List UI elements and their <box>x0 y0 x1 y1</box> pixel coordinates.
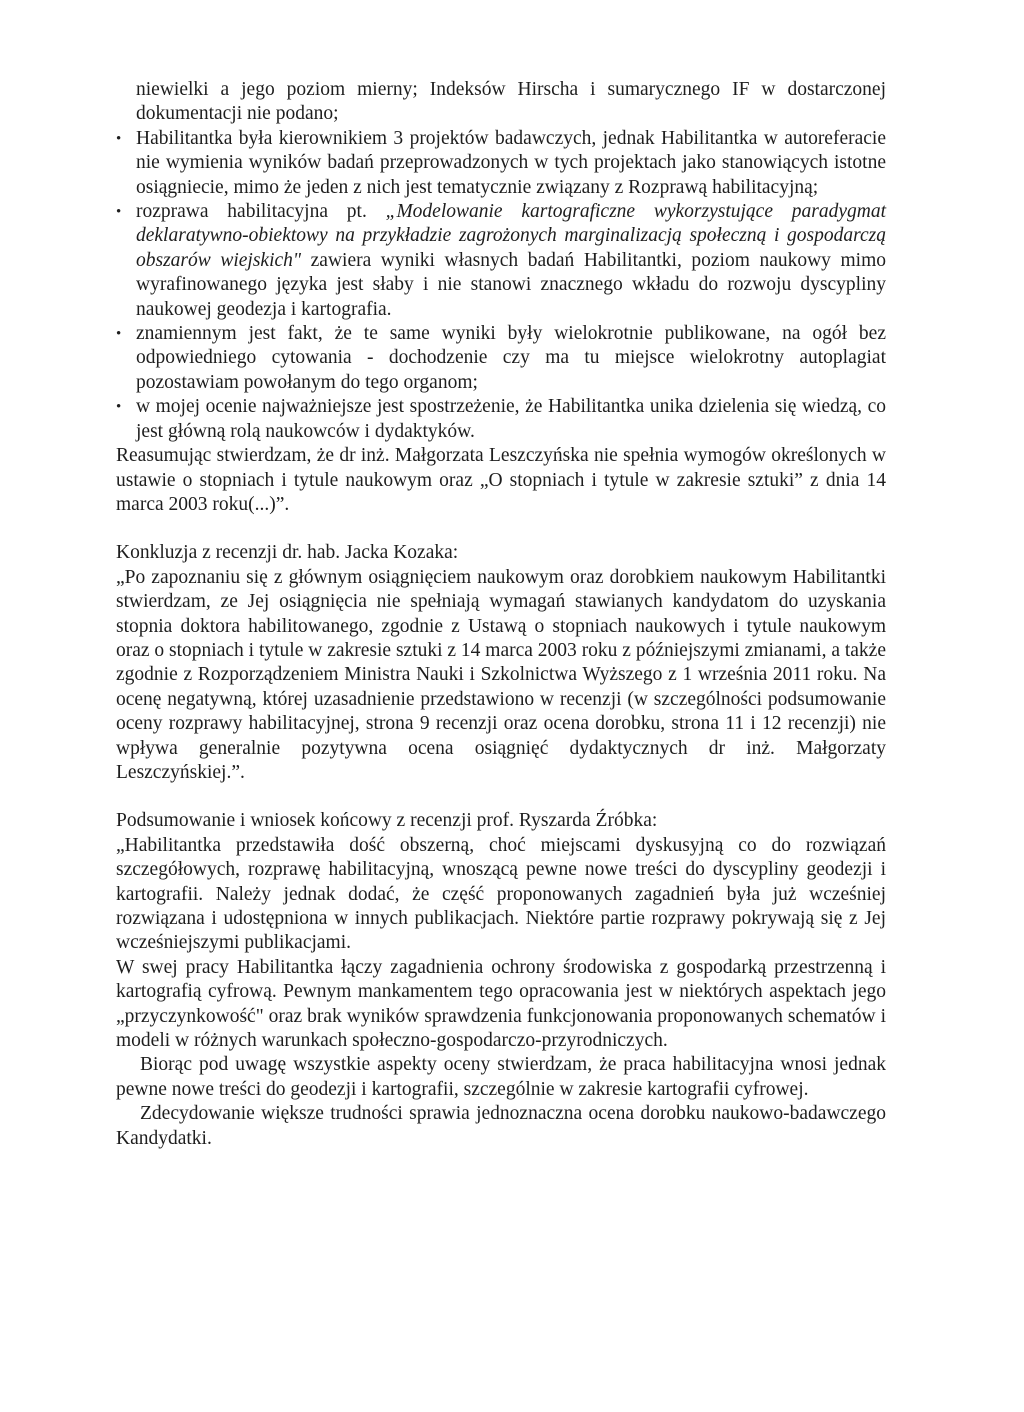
list-item <box>116 200 886 322</box>
review-paragraph: „Habilitantka przedstawiła dość obszerną, choć miejscami dyskusyjną co do rozwiązań szczegółowych, rozprawę habilitacyjną, wnoszącą pewne nowe treści do dyscypliny geodezji i kartografii. Należy jednak dodać, że część proponowanych zagadnień była już wcześniej rozwiązana i udostępniona w innych publikacjach. Niektóre partie rozprawy pokrywają się z Jej wcześniejszymi publikacjami. <box>116 834 886 954</box>
list-item: • w mojej ocenie najważniejsze jest spostrzeżenie, że Habilitantka unika dzielenia się wiedzą, co jest główną rolą naukowców i dydaktyków. <box>116 395 886 444</box>
lead-paragraph: niewielki a jego poziom mierny; Indeksów Hirscha i sumarycznego IF w dostarczonej dokumentacji nie podano; <box>136 79 886 125</box>
review-paragraph: W swej pracy Habilitantka łączy zagadnienia ochrony środowiska z gospodarką przestrzenną i kartografią cyfrową. Pewnym mankamentem tego opracowania jest w niektórych aspektach jego „przyczynkowość" oraz brak wyników sprawdzenia funkcjonowania proponowanych schematów i modeli w różnych warunkach społeczno-gospodarczo-przyrodniczych. <box>116 956 886 1052</box>
spacer <box>116 517 886 541</box>
bullet-list <box>116 127 886 444</box>
list-item: • znamiennym jest fakt, że te same wyniki były wielokrotnie publikowane, na ogół bez odpowiedniego cytowania - dochodzenie czy ma tu miejsce wielokrotny autoplagiat pozostawiam powołanym do tego organom; <box>116 322 886 395</box>
dissertation-title: „Modelowanie kartograficzne wykorzystujące paradygmat deklaratywno-obiektowy na przykładzie zagrożonych marginalizacją społeczną i gospodarczą obszarów wiejskich" <box>136 201 886 271</box>
review-paragraph: Biorąc pod uwagę wszystkie aspekty oceny stwierdzam, że praca habilitacyjna wnosi jednak pewne nowe treści do geodezji i kartografii, szczególnie w zakresie kartografii cyfrowej. <box>116 1054 886 1100</box>
review-quote: „Po zapoznaniu się z głównym osiągnięciem naukowym oraz dorobkiem naukowym Habilitantki stwierdzam, ze Jej osiągnięcia nie spełniają wymagań stawianych kandydatom do uzyskania stopnia doktora habilitowanego, zgodnie z Ustawą o stopniach naukowych i tytule naukowym oraz o stopniach i tytule w zakresie sztuki z 14 marca 2003 roku z późniejszymi zmianami, a także zgodnie z Rozporządzeniem Ministra Nauki i Szkolnictwa Wyższego z 1 września 2011 roku. Na ocenę negatywną, której uzasadnienie przedstawiono w recenzji (w szczególności podsumowanie oceny rozprawy habilitacyjnej, strona 9 recenzji oraz ocena dorobku, strona 11 i 12 recenzji) nie wpływa generalnie pozytywna ocena osiągnięć dydaktycznych dr inż. Małgorzaty Leszczyńskiej.”. <box>116 566 886 783</box>
summary-paragraph: Reasumując stwierdzam, że dr inż. Małgorzata Leszczyńska nie spełnia wymogów określonych w ustawie o stopniach i tytule naukowym oraz „O stopniach i tytule w zakresie sztuki” z dnia 14 marca 2003 roku(...)”. <box>116 445 886 515</box>
list-item-text: zawiera wyniki własnych badań Habilitantki, poziom naukowy mimo wyrafinowanego języka jest słaby i nie stanowi znacznego wkładu do rozwoju dyscypliny naukowej geodezja i kartografia. <box>136 249 886 320</box>
review-paragraph: Zdecydowanie większe trudności sprawia jednoznaczna ocena dorobku naukowo-badawczego Kandydatki. <box>116 1103 886 1149</box>
section-heading: Konkluzja z recenzji dr. hab. Jacka Kozaka: <box>116 542 459 564</box>
section-heading: Podsumowanie i wniosek końcowy z recenzji prof. Ryszarda Źróbka: <box>116 810 658 832</box>
spacer <box>116 785 886 809</box>
document-page <box>116 78 886 1151</box>
list-item-text: rozprawa habilitacyjna pt. <box>136 201 386 223</box>
list-item: • Habilitantka była kierownikiem 3 projektów badawczych, jednak Habilitantka w autoreferacie nie wymienia wyników badań przeprowadzonych w tych projektach jako stanowiących istotne osiągniecie, mimo że jeden z nich jest tematycznie związany z Rozprawą habilitacyjną; <box>116 127 886 200</box>
